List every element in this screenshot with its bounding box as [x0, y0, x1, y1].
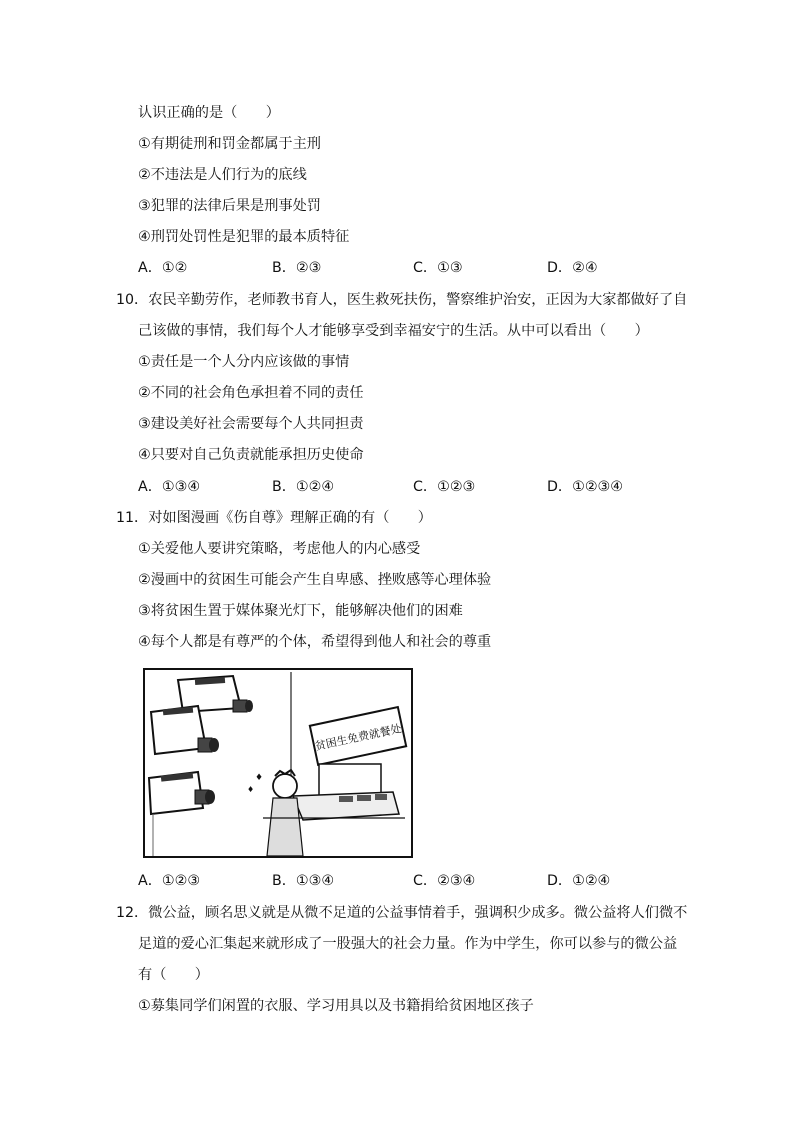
- q9-statement-1: ①有期徒刑和罚金都属于主刑: [138, 136, 321, 152]
- q10-stem-line-2: 己该做的事情，我们每个人才能够享受到幸福安宁的生活。从中可以看出（ ）: [138, 323, 649, 339]
- q10-statement-1: ①责任是一个人分内应该做的事情: [138, 354, 350, 370]
- q9-option-c: C．①③: [413, 260, 463, 276]
- q11-option-d: D．①②④: [547, 873, 611, 889]
- q10-statement-2: ②不同的社会角色承担着不同的责任: [138, 385, 364, 401]
- q10-option-d: D．①②③④: [547, 479, 623, 495]
- q9-statement-2: ②不违法是人们行为的底线: [138, 167, 307, 183]
- cartoon-sign-text: 贫困生免费就餐处: [313, 721, 403, 753]
- q11-option-c: C．②③④: [413, 873, 476, 889]
- svg-text:♦: ♦: [247, 785, 255, 794]
- q11-statement-1: ①关爱他人要讲究策略，考虑他人的内心感受: [138, 541, 421, 557]
- q11-statement-2: ②漫画中的贫困生可能会产生自卑感、挫败感等心理体验: [138, 572, 492, 588]
- q12-statement-1: ①募集同学们闲置的衣服、学习用具以及书籍捐给贫困地区孩子: [138, 998, 534, 1014]
- q9-option-b: B．②③: [272, 260, 322, 276]
- q9-statement-3: ③犯罪的法律后果是刑事处罚: [138, 198, 321, 214]
- q11-statement-3: ③将贫困生置于媒体聚光灯下，能够解决他们的困难: [138, 603, 463, 619]
- q10-option-b: B．①②④: [272, 479, 335, 495]
- q12-stem-line-2: 足道的爱心汇集起来就形成了一股强大的社会力量。作为中学生，你可以参与的微公益: [138, 936, 678, 952]
- q10-option-a: A．①③④: [138, 479, 201, 495]
- q10-stem-line-1: 10．农民辛勤劳作，老师教书育人，医生救死扶伤，警察维护治安，正因为大家都做好了自: [116, 292, 688, 308]
- q9-statement-4: ④刑罚处罚性是犯罪的最本质特征: [138, 229, 350, 245]
- q11-statement-4: ④每个人都是有尊严的个体，希望得到他人和社会的尊重: [138, 634, 492, 650]
- q10-statement-4: ④只要对自己负责就能承担历史使命: [138, 447, 364, 463]
- q11-option-a: A．①②③: [138, 873, 201, 889]
- q10-option-c: C．①②③: [413, 479, 476, 495]
- q9-stem-tail: 认识正确的是（ ）: [138, 105, 280, 121]
- svg-text:♦: ♦: [255, 773, 264, 783]
- q10-statement-3: ③建设美好社会需要每个人共同担责: [138, 416, 364, 432]
- q12-stem-line-3: 有（ ）: [138, 967, 209, 983]
- q12-stem-line-1: 12．微公益，顾名思义就是从微不足道的公益事情着手，强调积少成多。微公益将人们微不: [116, 905, 688, 921]
- q11-option-b: B．①③④: [272, 873, 335, 889]
- cartoon-illustration: [143, 668, 413, 858]
- q9-option-a: A．①②: [138, 260, 188, 276]
- q11-stem: 11．对如图漫画《伤自尊》理解正确的有（ ）: [116, 510, 432, 526]
- q9-option-d: D．②④: [547, 260, 598, 276]
